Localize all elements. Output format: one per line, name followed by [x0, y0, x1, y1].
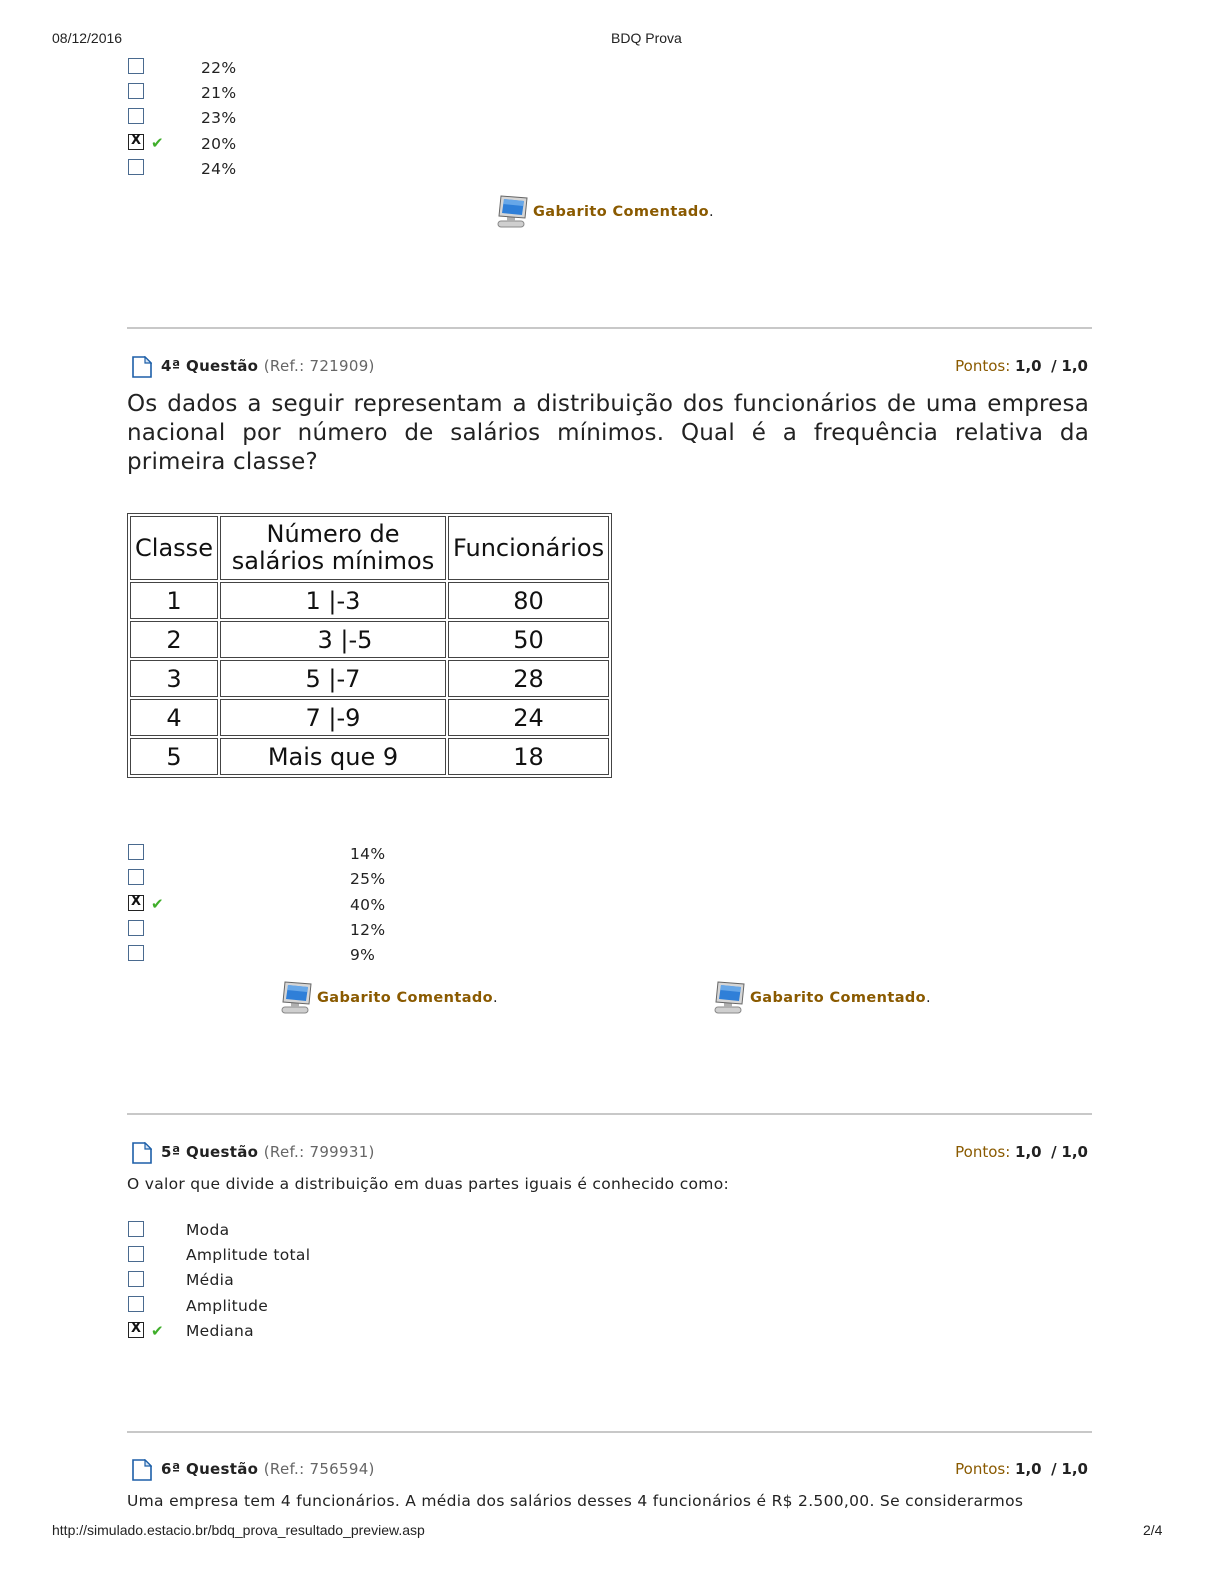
table-cell: 1 |-3 — [220, 582, 446, 619]
document-icon — [132, 356, 152, 382]
option-checkbox[interactable] — [128, 58, 144, 74]
gabarito-label: Gabarito Comentado — [317, 990, 494, 1006]
option-checkbox-checked[interactable] — [128, 895, 144, 911]
table-cell: 3 |-5 — [220, 621, 446, 658]
table-cell: 50 — [448, 621, 609, 658]
option-label: 22% — [201, 59, 237, 77]
gabarito-label: Gabarito Comentado — [533, 204, 710, 220]
table-row — [130, 621, 609, 658]
option-label: Média — [186, 1271, 235, 1289]
table-cell: 7 |-9 — [220, 699, 446, 736]
points-got: 1,0 — [1015, 357, 1042, 375]
points-total: 1,0 — [1061, 357, 1088, 375]
option-checkbox[interactable] — [128, 920, 144, 936]
question-text: Os dados a seguir representam a distribuição dos funcionários de uma empresa nacional por número de salários mínimos. Qual é a frequência relativa da primeira classe? — [127, 391, 1089, 475]
gabarito-comentado-link[interactable] — [281, 980, 498, 1016]
table-header: Classe — [130, 516, 218, 580]
question-number: 5ª Questão — [161, 1143, 259, 1161]
points-sep: / — [1051, 1460, 1057, 1478]
print-date: 08/12/2016 — [52, 30, 123, 46]
table-cell: 1 — [130, 582, 218, 619]
gabarito-dot: . — [709, 204, 714, 220]
table-cell: 3 — [130, 660, 218, 697]
table-header: Funcionários — [448, 516, 609, 580]
option-checkbox[interactable] — [128, 108, 144, 124]
question-ref: (Ref.: 756594) — [263, 1460, 375, 1478]
table-cell: 28 — [448, 660, 609, 697]
option-label: 20% — [201, 135, 237, 153]
table-cell: 24 — [448, 699, 609, 736]
print-title: BDQ Prova — [611, 30, 682, 46]
points-label: Pontos: — [955, 1460, 1011, 1478]
option-label: Amplitude — [186, 1297, 269, 1315]
question-ref: (Ref.: 799931) — [263, 1143, 375, 1161]
distribution-table — [127, 513, 612, 778]
option-label: 9% — [350, 946, 376, 964]
q4-header — [130, 356, 1092, 378]
print-page-number: 2/4 — [1143, 1522, 1163, 1538]
option-label: 21% — [201, 84, 237, 102]
table-cell: 4 — [130, 699, 218, 736]
option-checkbox[interactable] — [128, 1296, 144, 1312]
points-label: Pontos: — [955, 357, 1011, 375]
gabarito-dot: . — [926, 990, 931, 1006]
table-row — [130, 660, 609, 697]
table-row — [130, 738, 609, 775]
table-row — [130, 582, 609, 619]
option-label: 14% — [350, 845, 386, 863]
table-cell: 2 — [130, 621, 218, 658]
points-label: Pontos: — [955, 1143, 1011, 1161]
points-got: 1,0 — [1015, 1143, 1042, 1161]
q6-header — [130, 1459, 1092, 1481]
check-icon: ✔ — [151, 134, 164, 152]
q5-header — [130, 1142, 1092, 1164]
gabarito-dot: . — [493, 990, 498, 1006]
document-icon — [132, 1142, 152, 1168]
gabarito-label: Gabarito Comentado — [750, 990, 927, 1006]
option-label: 25% — [350, 870, 386, 888]
option-label: 12% — [350, 921, 386, 939]
monitor-icon — [714, 980, 746, 1016]
option-label: Mediana — [186, 1322, 254, 1340]
question-divider — [127, 1113, 1092, 1115]
check-icon: ✔ — [151, 895, 164, 913]
question-ref: (Ref.: 721909) — [263, 357, 375, 375]
points-total: 1,0 — [1061, 1143, 1088, 1161]
option-label: Moda — [186, 1221, 230, 1239]
option-checkbox[interactable] — [128, 83, 144, 99]
points — [955, 357, 1088, 375]
points-sep: / — [1051, 357, 1057, 375]
question-divider — [127, 1431, 1092, 1433]
question-divider — [127, 327, 1092, 329]
print-url: http://simulado.estacio.br/bdq_prova_resultado_preview.asp — [52, 1522, 425, 1538]
option-checkbox[interactable] — [128, 945, 144, 961]
option-checkbox[interactable] — [128, 1271, 144, 1287]
question-number: 4ª Questão — [161, 357, 259, 375]
table-header: Número de salários mínimos — [220, 516, 446, 580]
option-checkbox[interactable] — [128, 869, 144, 885]
points — [955, 1143, 1088, 1161]
table-cell: 80 — [448, 582, 609, 619]
table-cell: Mais que 9 — [220, 738, 446, 775]
points-total: 1,0 — [1061, 1460, 1088, 1478]
table-cell: 5 |-7 — [220, 660, 446, 697]
table-cell: 5 — [130, 738, 218, 775]
check-icon: ✔ — [151, 1322, 164, 1340]
option-label: 23% — [201, 109, 237, 127]
monitor-icon — [497, 194, 529, 230]
table-header-row — [130, 516, 609, 580]
gabarito-comentado-link[interactable] — [714, 980, 931, 1016]
points — [955, 1460, 1088, 1478]
option-checkbox-checked[interactable] — [128, 134, 144, 150]
option-label: 24% — [201, 160, 237, 178]
points-got: 1,0 — [1015, 1460, 1042, 1478]
gabarito-comentado-link[interactable] — [497, 194, 714, 230]
points-sep: / — [1051, 1143, 1057, 1161]
question-text: Uma empresa tem 4 funcionários. A média dos salários desses 4 funcionários é R$ 2.500,00. Se considerarmos — [127, 1492, 1024, 1510]
question-text: O valor que divide a distribuição em duas partes iguais é conhecido como: — [127, 1175, 730, 1193]
option-label: Amplitude total — [186, 1246, 311, 1264]
table-row — [130, 699, 609, 736]
question-number: 6ª Questão — [161, 1460, 259, 1478]
option-checkbox[interactable] — [128, 159, 144, 175]
table-cell: 18 — [448, 738, 609, 775]
option-checkbox[interactable] — [128, 1246, 144, 1262]
option-label: 40% — [350, 896, 386, 914]
option-checkbox[interactable] — [128, 1221, 144, 1237]
option-checkbox[interactable] — [128, 844, 144, 860]
monitor-icon — [281, 980, 313, 1016]
option-checkbox-checked[interactable] — [128, 1322, 144, 1338]
document-icon — [132, 1459, 152, 1485]
